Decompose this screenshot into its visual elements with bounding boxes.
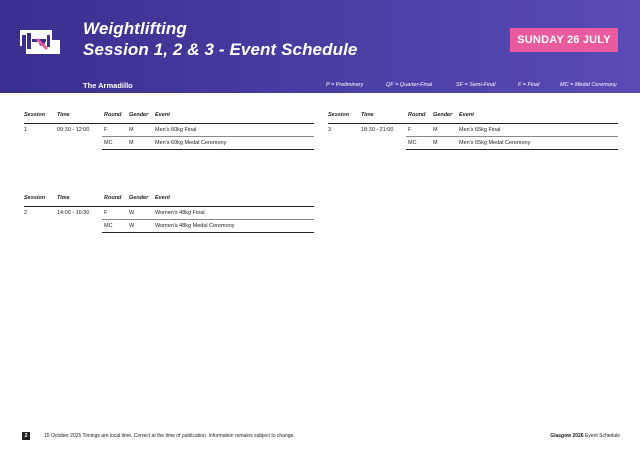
legend-preliminary: P = Preliminary bbox=[326, 82, 364, 88]
footer-brand-name: Glasgow 2026 bbox=[550, 433, 584, 439]
gender-code: W bbox=[129, 210, 135, 216]
session-time: 09:30 - 12:00 bbox=[57, 127, 90, 133]
table-row bbox=[328, 124, 618, 137]
header-session: Session bbox=[24, 195, 46, 201]
gender-code: M bbox=[129, 140, 134, 146]
row-divider bbox=[102, 232, 314, 233]
page-title: Session 1, 2 & 3 - Event Schedule bbox=[83, 40, 358, 59]
round-code: F bbox=[104, 210, 108, 216]
footer-brand bbox=[550, 432, 620, 440]
session-table bbox=[328, 112, 618, 150]
table-row bbox=[24, 124, 314, 137]
round-code: F bbox=[408, 127, 412, 133]
header-round: Round bbox=[104, 195, 122, 201]
gender-code: M bbox=[129, 127, 134, 133]
event-name: Men's 60kg Medal Ceremony bbox=[155, 140, 227, 146]
header-round: Round bbox=[104, 112, 122, 118]
session-number: 3 bbox=[328, 127, 332, 133]
round-code: MC bbox=[104, 223, 113, 229]
event-name: Women's 48kg Final bbox=[155, 210, 205, 216]
legend-semi-final: SF = Semi-Final bbox=[456, 82, 496, 88]
session-number: 2 bbox=[24, 210, 28, 216]
session-table bbox=[24, 195, 314, 233]
header-gender: Gender bbox=[129, 195, 149, 201]
legend-final: F = Final bbox=[518, 82, 540, 88]
header-gender: Gender bbox=[129, 112, 149, 118]
event-name: Men's 65kg Final bbox=[459, 127, 501, 133]
legend-medal-ceremony: MC = Medal Ceremony bbox=[560, 82, 617, 88]
gender-code: M bbox=[433, 140, 438, 146]
footer-note: 15 October 2025 Timings are local time. Correct at the time of publication. Information remains subject to change. bbox=[44, 433, 295, 439]
header-event: Event bbox=[459, 112, 474, 118]
header-event: Event bbox=[155, 112, 170, 118]
event-name: Women's 48kg Medal Ceremony bbox=[155, 223, 235, 229]
header-event: Event bbox=[155, 195, 170, 201]
table-header bbox=[328, 112, 618, 122]
legend-quarter-final: QF = Quarter-Final bbox=[386, 82, 433, 88]
session-number: 1 bbox=[24, 127, 28, 133]
row-divider bbox=[102, 149, 314, 150]
weightlifting-pictogram-icon bbox=[18, 26, 62, 56]
footer-brand-label: Event Schedule bbox=[584, 433, 620, 439]
table-row bbox=[24, 220, 314, 233]
round-code: MC bbox=[408, 140, 417, 146]
header-gender: Gender bbox=[433, 112, 453, 118]
header-time: Time bbox=[57, 195, 70, 201]
header-time: Time bbox=[361, 112, 374, 118]
event-name: Men's 60kg Final bbox=[155, 127, 197, 133]
session-time: 14:00 - 16:30 bbox=[57, 210, 90, 216]
header-round: Round bbox=[408, 112, 426, 118]
venue-bar bbox=[0, 78, 640, 93]
header-banner bbox=[0, 0, 640, 78]
sport-title: Weightlifting bbox=[83, 19, 187, 38]
table-row bbox=[24, 207, 314, 220]
gender-code: W bbox=[129, 223, 135, 229]
table-header bbox=[24, 112, 314, 122]
date-badge: SUNDAY 26 JULY bbox=[510, 28, 618, 52]
session-table bbox=[24, 112, 314, 150]
round-code: F bbox=[104, 127, 108, 133]
table-header bbox=[24, 195, 314, 205]
header-session: Session bbox=[328, 112, 350, 118]
venue-name: The Armadillo bbox=[83, 81, 133, 90]
gender-code: M bbox=[433, 127, 438, 133]
event-name: Men's 65kg Medal Ceremony bbox=[459, 140, 531, 146]
table-row bbox=[24, 137, 314, 150]
header-time: Time bbox=[57, 112, 70, 118]
page-number: 2 bbox=[22, 432, 30, 440]
session-time: 18:30 - 21:00 bbox=[361, 127, 394, 133]
row-divider bbox=[406, 149, 618, 150]
page-footer bbox=[0, 430, 640, 442]
table-row bbox=[328, 137, 618, 150]
header-session: Session bbox=[24, 112, 46, 118]
round-code: MC bbox=[104, 140, 113, 146]
